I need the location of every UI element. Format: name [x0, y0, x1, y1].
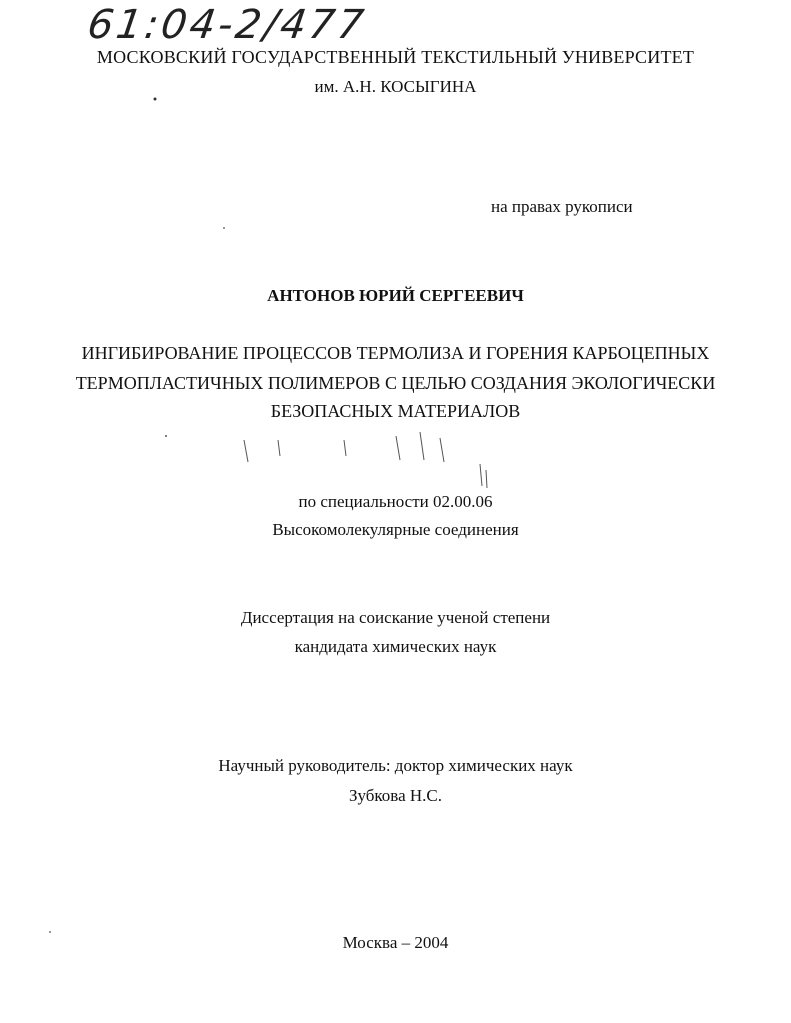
dissertation-degree-line-2: кандидата химических наук — [294, 637, 497, 656]
scan-mark — [278, 440, 280, 456]
supervisor-title: Научный руководитель: доктор химических наук — [218, 756, 573, 775]
scan-mark — [440, 438, 444, 462]
scan-mark — [486, 470, 487, 488]
title-line-2: ТЕРМОПЛАСТИЧНЫХ ПОЛИМЕРОВ С ЦЕЛЬЮ СОЗДАНИЯ ЭКОЛОГИЧЕСКИ — [75, 373, 716, 393]
city-year: Москва – 2004 — [342, 933, 449, 952]
dissertation-degree-line-1: Диссертация на соискание ученой степени — [240, 608, 551, 627]
scan-dot — [165, 435, 167, 437]
rights-note: на правах рукописи — [491, 197, 633, 216]
scan-mark — [244, 440, 248, 462]
specialty-name: Высокомолекулярные соединения — [272, 520, 519, 539]
author-name: АНТОНОВ ЮРИЙ СЕРГЕЕВИЧ — [267, 286, 524, 305]
scan-mark — [344, 440, 346, 456]
scan-mark — [420, 432, 424, 460]
specialty-code: по специальности 02.00.06 — [298, 492, 493, 511]
scan-dot — [154, 98, 157, 101]
university-name: МОСКОВСКИЙ ГОСУДАРСТВЕННЫЙ ТЕКСТИЛЬНЫЙ УНИВЕРСИТЕТ — [96, 47, 695, 67]
title-line-1: ИНГИБИРОВАНИЕ ПРОЦЕССОВ ТЕРМОЛИЗА И ГОРЕНИЯ КАРБОЦЕПНЫХ — [81, 343, 710, 363]
title-line-3: БЕЗОПАСНЫХ МАТЕРИАЛОВ — [270, 401, 521, 421]
scan-dot — [223, 227, 225, 229]
university-named-after: им. А.Н. КОСЫГИНА — [314, 77, 477, 96]
scan-mark — [480, 464, 482, 486]
scan-mark — [396, 436, 400, 460]
handwritten-catalog-number: 61:04-2/477 — [84, 2, 370, 48]
supervisor-name: Зубкова Н.С. — [348, 786, 443, 805]
